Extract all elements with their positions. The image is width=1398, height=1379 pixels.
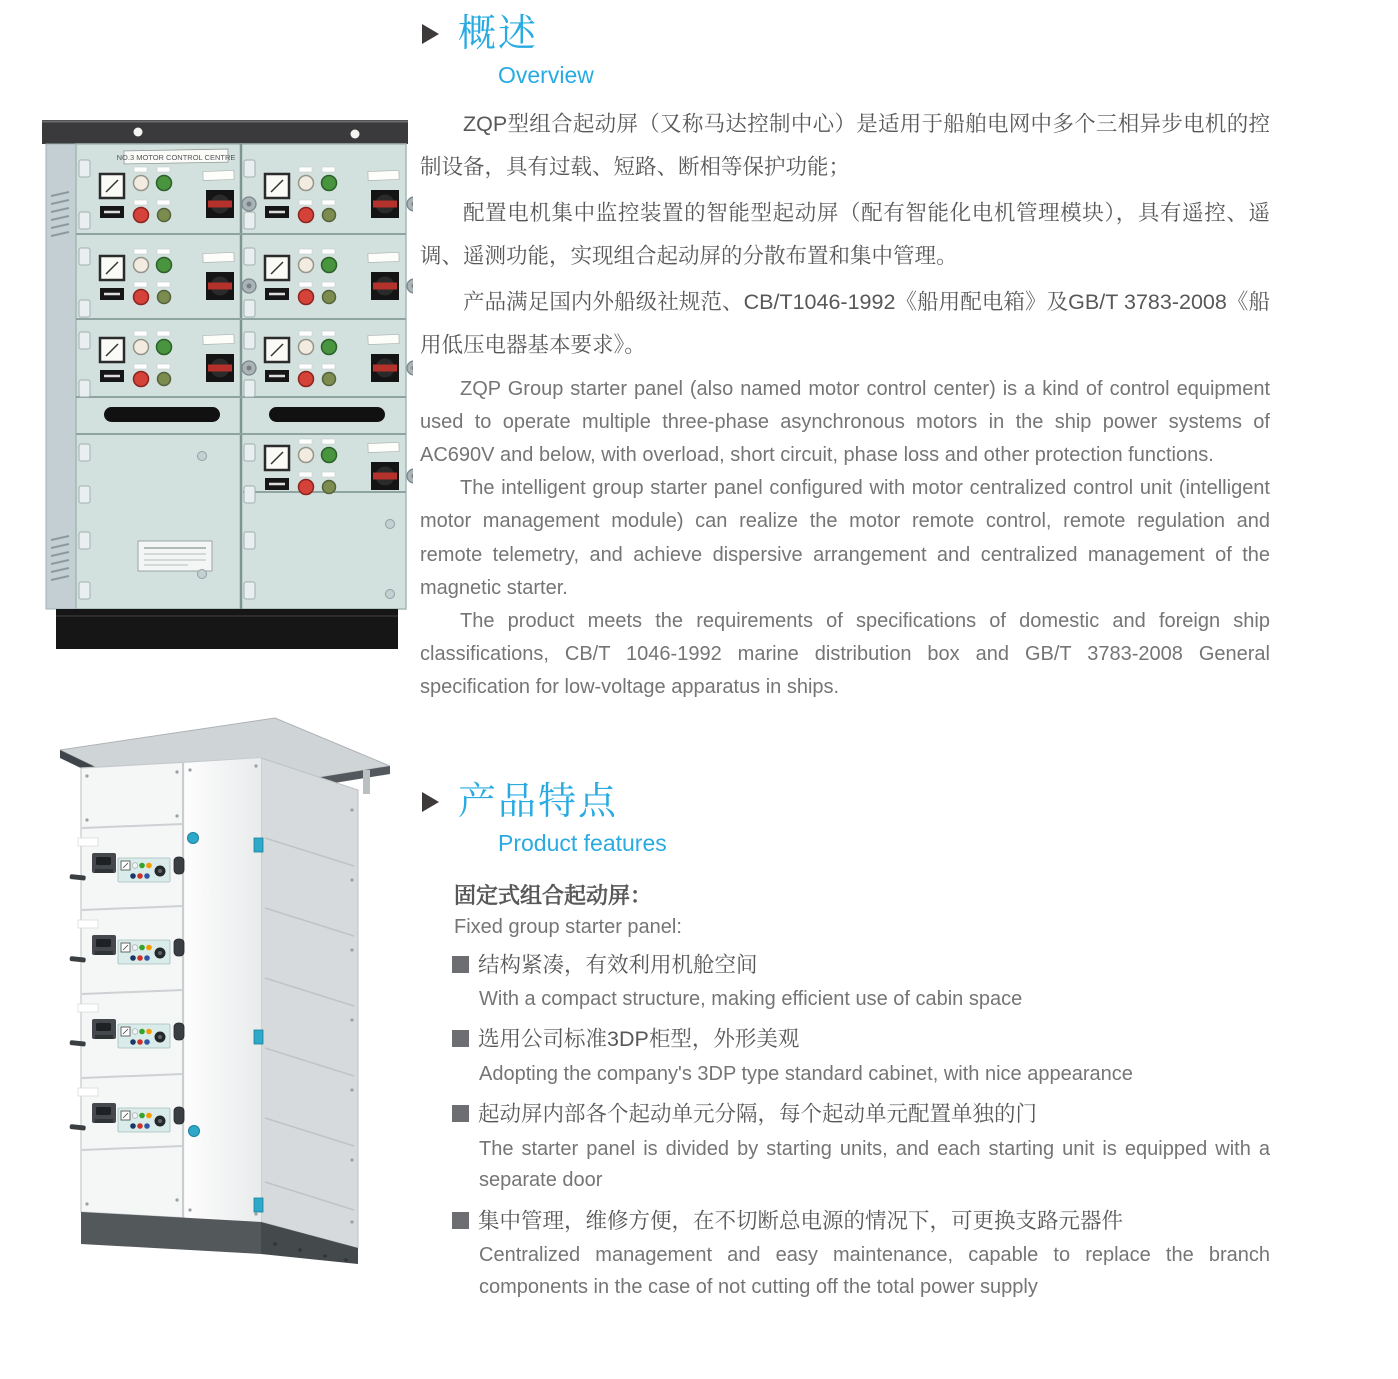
feature-line-zh [452,949,1270,981]
section-marker-icon [422,792,439,812]
section-overview [420,12,1270,704]
feature-text-zh: 起动屏内部各个起动单元分隔，每个起动单元配置单独的门 [478,1102,1038,1127]
feature-line-zh [452,1205,1270,1237]
features-title-en: Product features [498,829,667,856]
overview-paragraph-en: The product meets the requirements of specifications of domestic and foreign ship classifications, CB/T 1046-1992 marine distribution box and GB/T 3783-2008 General specification for low-voltage apparatus in ships. [420,609,1270,699]
product-photo-starter-panel-3d [60,710,390,1275]
cabinet1-side-panel [46,144,76,609]
cabinet1-nameplate [138,541,212,571]
section-marker-icon [422,24,439,44]
overview-paragraphs-zh [420,103,1270,367]
cabinet1-top-rail [42,120,408,144]
overview-paragraph-zh: 产品满足国内外船级社规范、CB/T1046-1992《船用配电箱》及GB/T 3783-2008《船用低压电器基本要求》。 [420,289,1270,357]
cabinet1-front [76,144,413,609]
bullet-square-icon [452,956,469,973]
cabinet1-name-label [117,149,236,164]
overview-title-en: Overview [498,61,594,88]
overview-paragraph-en: ZQP Group starter panel (also named motor control center) is a kind of control equipment used to operate multiple three-phase asynchronous motors in the ship power systems of AC690V and below, with overload, short circuit, phase loss and other protection functions. [420,377,1270,466]
feature-item [452,1098,1270,1196]
overview-paragraphs-en [420,373,1270,705]
feature-text-en: Centralized management and easy maintenance, capable to replace the branch components in the case of not cutting off the total power supply [479,1243,1270,1298]
feature-item [452,1205,1270,1303]
features-title-zh: 产品特点 [458,781,619,823]
bullet-square-icon [452,1105,469,1122]
features-header [420,780,1270,857]
section-product-features [420,780,1270,1305]
feature-text-zh: 结构紧凑，有效利用机舱空间 [478,952,758,977]
bullet-square-icon [452,1212,469,1229]
overview-title-zh: 概述 [458,13,539,55]
feature-line-zh [452,1023,1270,1055]
feature-text-en: The starter panel is divided by starting units, and each starting unit is equipped with a separate door [479,1137,1270,1192]
svg-text:NO.3 MOTOR CONTROL CENTRE: NO.3 MOTOR CONTROL CENTRE [116,153,236,162]
feature-item [452,1023,1270,1090]
features-subheading-en: Fixed group starter panel: [454,915,682,938]
overview-paragraph-en: The intelligent group starter panel configured with motor centralized control unit (intelligent motor management module) can realize the motor remote control, remote regulation and remote telemetry, and achieve dispersive arrangement and centralized management of the magnetic starter. [420,477,1270,599]
features-subheading-zh: 固定式组合起动屏： [454,882,653,908]
overview-paragraph-zh: 配置电机集中监控装置的智能型起动屏（配有智能化电机管理模块），具有遥控、遥调、遥测功能，实现组合起动屏的分散布置和集中管理。 [420,200,1270,268]
feature-line-zh [452,1098,1270,1130]
product-photo-starter-panel-front [38,104,413,664]
cabinet2-middle-door [185,758,263,1222]
overview-paragraph-zh: ZQP型组合起动屏（又称马达控制中心）是适用于船舶电网中多个三相异步电机的控制设备，具有过载、短路、断相等保护功能； [420,111,1270,179]
cabinet2-side-panel [261,758,358,1248]
feature-text-zh: 选用公司标准3DP柜型，外形美观 [478,1027,800,1052]
cabinet1-plinth [56,609,398,649]
features-list [452,949,1270,1304]
cabinet2-front [69,758,263,1222]
overview-header [420,12,1270,89]
feature-item [452,949,1270,1016]
feature-text-en: Adopting the company's 3DP type standard cabinet, with nice appearance [479,1062,1133,1085]
feature-text-en: With a compact structure, making efficient use of cabin space [479,987,1023,1010]
feature-text-zh: 集中管理，维修方便，在不切断总电源的情况下，可更换支路元器件 [478,1208,1124,1233]
bullet-square-icon [452,1030,469,1047]
